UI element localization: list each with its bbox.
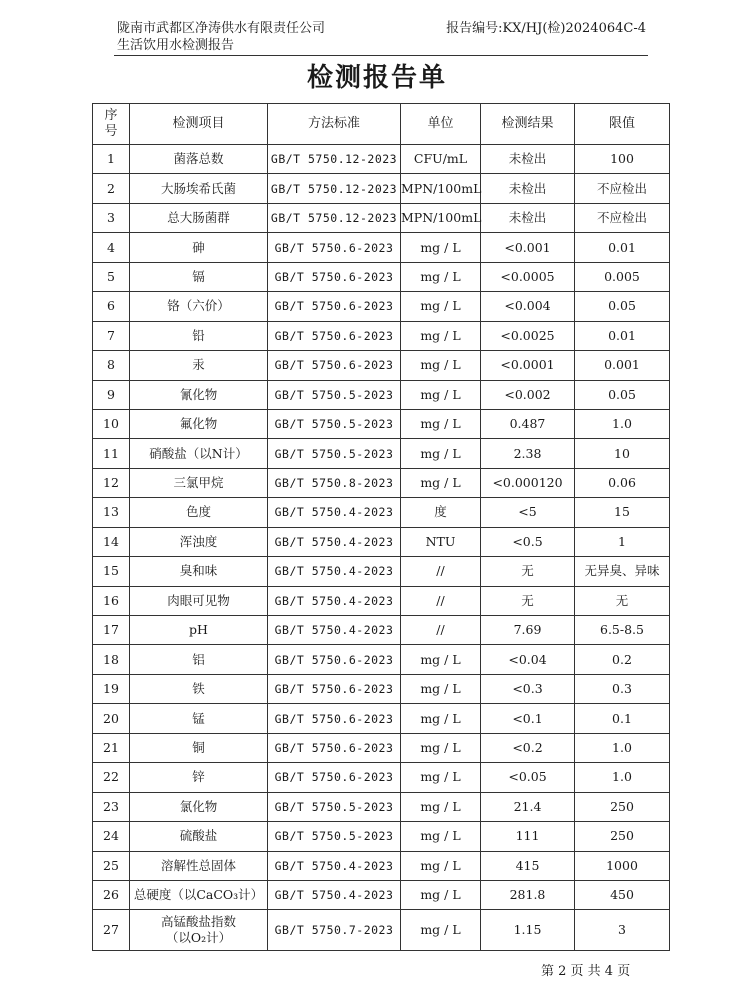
cell-result: <0.04 xyxy=(481,645,575,674)
cell-limit: 0.3 xyxy=(575,674,670,703)
cell-limit: 1.0 xyxy=(575,733,670,762)
table-row xyxy=(93,822,670,851)
cell-item: 菌落总数 xyxy=(130,145,268,174)
cell-unit: mg / L xyxy=(401,409,481,438)
cell-result: 无 xyxy=(481,557,575,586)
cell-method: GB/T 5750.4-2023 xyxy=(268,498,401,527)
cell-result: <0.0005 xyxy=(481,262,575,291)
cell-limit: 1.0 xyxy=(575,763,670,792)
cell-no: 21 xyxy=(93,733,130,762)
cell-no: 26 xyxy=(93,880,130,909)
cell-limit: 1000 xyxy=(575,851,670,880)
table-row xyxy=(93,733,670,762)
cell-unit: // xyxy=(401,557,481,586)
cell-method: GB/T 5750.4-2023 xyxy=(268,880,401,909)
cell-item: 汞 xyxy=(130,351,268,380)
cell-unit: mg / L xyxy=(401,851,481,880)
cell-no: 18 xyxy=(93,645,130,674)
cell-method: GB/T 5750.4-2023 xyxy=(268,557,401,586)
cell-item: 氟化物 xyxy=(130,409,268,438)
cell-item: 砷 xyxy=(130,233,268,262)
cell-no: 8 xyxy=(93,351,130,380)
cell-limit: 3 xyxy=(575,910,670,951)
cell-limit: 6.5-8.5 xyxy=(575,616,670,645)
header-seq-top: 序 xyxy=(104,108,118,123)
table-row xyxy=(93,880,670,909)
cell-result: 未检出 xyxy=(481,203,575,232)
cell-item: 硝酸盐（以N计） xyxy=(130,439,268,468)
table-row xyxy=(93,409,670,438)
cell-limit: 15 xyxy=(575,498,670,527)
cell-item: 大肠埃希氏菌 xyxy=(130,174,268,203)
cell-item: 三氯甲烷 xyxy=(130,468,268,497)
cell-item: 总硬度（以CaCO₃计） xyxy=(130,880,268,909)
cell-method: GB/T 5750.4-2023 xyxy=(268,851,401,880)
cell-item: 氰化物 xyxy=(130,380,268,409)
table-row xyxy=(93,910,670,951)
cell-limit: 0.001 xyxy=(575,351,670,380)
cell-item: 铝 xyxy=(130,645,268,674)
table-row xyxy=(93,233,670,262)
cell-unit: CFU/mL xyxy=(401,145,481,174)
table-row xyxy=(93,527,670,556)
cell-unit: mg / L xyxy=(401,880,481,909)
cell-no: 10 xyxy=(93,409,130,438)
cell-limit: 450 xyxy=(575,880,670,909)
cell-unit: MPN/100mL xyxy=(401,174,481,203)
cell-result: 未检出 xyxy=(481,145,575,174)
cell-limit: 不应检出 xyxy=(575,174,670,203)
cell-unit: mg / L xyxy=(401,704,481,733)
cell-unit: mg / L xyxy=(401,733,481,762)
cell-result: <0.2 xyxy=(481,733,575,762)
cell-result: 0.487 xyxy=(481,409,575,438)
table-row xyxy=(93,203,670,232)
cell-unit: mg / L xyxy=(401,380,481,409)
cell-method: GB/T 5750.5-2023 xyxy=(268,822,401,851)
cell-limit: 0.01 xyxy=(575,233,670,262)
cell-unit: 度 xyxy=(401,498,481,527)
cell-method: GB/T 5750.5-2023 xyxy=(268,439,401,468)
cell-result: <0.5 xyxy=(481,527,575,556)
cell-no: 7 xyxy=(93,321,130,350)
cell-result: 无 xyxy=(481,586,575,615)
table-row xyxy=(93,557,670,586)
cell-unit: mg / L xyxy=(401,351,481,380)
table-row xyxy=(93,498,670,527)
cell-unit: // xyxy=(401,616,481,645)
cell-unit: mg / L xyxy=(401,262,481,291)
report-type: 生活饮用水检测报告 xyxy=(117,38,235,53)
cell-no: 15 xyxy=(93,557,130,586)
cell-result: <0.004 xyxy=(481,292,575,321)
header-divider xyxy=(114,55,648,56)
cell-result: 111 xyxy=(481,822,575,851)
header-item: 检测项目 xyxy=(130,104,268,145)
table-row xyxy=(93,174,670,203)
cell-no: 3 xyxy=(93,203,130,232)
cell-method: GB/T 5750.8-2023 xyxy=(268,468,401,497)
cell-unit: mg / L xyxy=(401,439,481,468)
cell-result: 21.4 xyxy=(481,792,575,821)
cell-no: 24 xyxy=(93,822,130,851)
cell-unit: NTU xyxy=(401,527,481,556)
cell-unit: mg / L xyxy=(401,321,481,350)
cell-result: <0.000120 xyxy=(481,468,575,497)
cell-no: 12 xyxy=(93,468,130,497)
cell-method: GB/T 5750.6-2023 xyxy=(268,704,401,733)
cell-item-line1: 高锰酸盐指数 xyxy=(160,914,236,930)
table-row xyxy=(93,380,670,409)
page-title: 检测报告单 xyxy=(306,63,447,93)
table-row xyxy=(93,439,670,468)
cell-limit: 250 xyxy=(575,792,670,821)
cell-unit: // xyxy=(401,586,481,615)
cell-method: GB/T 5750.6-2023 xyxy=(268,262,401,291)
table-row xyxy=(93,586,670,615)
page-number: 第 2 页 共 4 页 xyxy=(541,964,631,979)
cell-result: <0.1 xyxy=(481,704,575,733)
cell-item: 浑浊度 xyxy=(130,527,268,556)
header-result: 检测结果 xyxy=(481,104,575,145)
cell-item: 色度 xyxy=(130,498,268,527)
cell-limit: 1 xyxy=(575,527,670,556)
cell-result: 2.38 xyxy=(481,439,575,468)
cell-result: <0.05 xyxy=(481,763,575,792)
table-row xyxy=(93,763,670,792)
cell-no: 9 xyxy=(93,380,130,409)
cell-method: GB/T 5750.6-2023 xyxy=(268,674,401,703)
cell-item: 氯化物 xyxy=(130,792,268,821)
cell-no: 23 xyxy=(93,792,130,821)
cell-unit: mg / L xyxy=(401,233,481,262)
header-limit: 限值 xyxy=(575,104,670,145)
cell-no: 4 xyxy=(93,233,130,262)
cell-unit: mg / L xyxy=(401,792,481,821)
table-row xyxy=(93,351,670,380)
cell-item: 总大肠菌群 xyxy=(130,203,268,232)
cell-item: 锰 xyxy=(130,704,268,733)
cell-unit: mg / L xyxy=(401,468,481,497)
cell-no: 14 xyxy=(93,527,130,556)
cell-limit: 0.06 xyxy=(575,468,670,497)
cell-result: <0.001 xyxy=(481,233,575,262)
table-row xyxy=(93,468,670,497)
cell-result: <0.0025 xyxy=(481,321,575,350)
cell-result: 281.8 xyxy=(481,880,575,909)
cell-method: GB/T 5750.6-2023 xyxy=(268,645,401,674)
cell-result: <0.3 xyxy=(481,674,575,703)
cell-item-line2: （以O₂计） xyxy=(165,930,232,946)
cell-result: 未检出 xyxy=(481,174,575,203)
report-number: 报告编号:KX/HJ(检)2024064C-4 xyxy=(446,21,646,36)
header-unit: 单位 xyxy=(401,104,481,145)
cell-method: GB/T 5750.6-2023 xyxy=(268,233,401,262)
cell-method: GB/T 5750.12-2023 xyxy=(268,203,401,232)
cell-method: GB/T 5750.12-2023 xyxy=(268,174,401,203)
cell-method: GB/T 5750.4-2023 xyxy=(268,616,401,645)
cell-limit: 10 xyxy=(575,439,670,468)
company-name: 陇南市武都区净涛供水有限责任公司 xyxy=(117,21,326,36)
cell-no: 13 xyxy=(93,498,130,527)
cell-result: <0.0001 xyxy=(481,351,575,380)
cell-method: GB/T 5750.6-2023 xyxy=(268,733,401,762)
cell-unit: mg / L xyxy=(401,292,481,321)
cell-limit: 0.2 xyxy=(575,645,670,674)
cell-item: 溶解性总固体 xyxy=(130,851,268,880)
cell-item: 锌 xyxy=(130,763,268,792)
cell-method: GB/T 5750.4-2023 xyxy=(268,527,401,556)
table-body xyxy=(93,145,670,951)
cell-item: 铅 xyxy=(130,321,268,350)
cell-result: <0.002 xyxy=(481,380,575,409)
table-row xyxy=(93,321,670,350)
cell-no: 17 xyxy=(93,616,130,645)
cell-method: GB/T 5750.5-2023 xyxy=(268,409,401,438)
cell-limit: 250 xyxy=(575,822,670,851)
cell-method: GB/T 5750.6-2023 xyxy=(268,321,401,350)
table-row xyxy=(93,704,670,733)
cell-method: GB/T 5750.7-2023 xyxy=(268,910,401,951)
cell-item: 铜 xyxy=(130,733,268,762)
cell-unit: mg / L xyxy=(401,645,481,674)
cell-limit: 无异臭、异味 xyxy=(575,557,670,586)
cell-no: 19 xyxy=(93,674,130,703)
cell-limit: 0.05 xyxy=(575,292,670,321)
cell-method: GB/T 5750.4-2023 xyxy=(268,586,401,615)
cell-unit: mg / L xyxy=(401,763,481,792)
cell-no: 5 xyxy=(93,262,130,291)
cell-item: 肉眼可见物 xyxy=(130,586,268,615)
cell-result: 415 xyxy=(481,851,575,880)
header-seq-bottom: 号 xyxy=(104,124,118,139)
cell-item: 臭和味 xyxy=(130,557,268,586)
cell-item xyxy=(130,910,268,951)
cell-no: 25 xyxy=(93,851,130,880)
table-row xyxy=(93,616,670,645)
cell-item: 铁 xyxy=(130,674,268,703)
cell-item: 铬（六价） xyxy=(130,292,268,321)
table-row xyxy=(93,674,670,703)
cell-limit: 1.0 xyxy=(575,409,670,438)
cell-unit: mg / L xyxy=(401,910,481,951)
cell-limit: 0.005 xyxy=(575,262,670,291)
cell-limit: 0.1 xyxy=(575,704,670,733)
cell-no: 20 xyxy=(93,704,130,733)
cell-result: 1.15 xyxy=(481,910,575,951)
cell-result: <5 xyxy=(481,498,575,527)
cell-method: GB/T 5750.5-2023 xyxy=(268,792,401,821)
table-row xyxy=(93,645,670,674)
cell-no: 2 xyxy=(93,174,130,203)
cell-no: 27 xyxy=(93,910,130,951)
cell-no: 1 xyxy=(93,145,130,174)
table-row xyxy=(93,851,670,880)
table-header-row xyxy=(93,104,670,145)
cell-unit: mg / L xyxy=(401,674,481,703)
cell-limit: 不应检出 xyxy=(575,203,670,232)
cell-limit: 无 xyxy=(575,586,670,615)
cell-item: pH xyxy=(130,616,268,645)
cell-method: GB/T 5750.6-2023 xyxy=(268,351,401,380)
results-table xyxy=(92,103,670,951)
cell-method: GB/T 5750.6-2023 xyxy=(268,292,401,321)
cell-no: 6 xyxy=(93,292,130,321)
table-row xyxy=(93,792,670,821)
cell-no: 11 xyxy=(93,439,130,468)
cell-unit: mg / L xyxy=(401,822,481,851)
cell-unit: MPN/100mL xyxy=(401,203,481,232)
cell-method: GB/T 5750.6-2023 xyxy=(268,763,401,792)
cell-method: GB/T 5750.5-2023 xyxy=(268,380,401,409)
cell-no: 16 xyxy=(93,586,130,615)
cell-item: 硫酸盐 xyxy=(130,822,268,851)
cell-limit: 0.01 xyxy=(575,321,670,350)
table-row xyxy=(93,292,670,321)
header-method: 方法标准 xyxy=(268,104,401,145)
cell-no: 22 xyxy=(93,763,130,792)
header-seq xyxy=(93,104,130,145)
cell-method: GB/T 5750.12-2023 xyxy=(268,145,401,174)
table-row xyxy=(93,262,670,291)
cell-item: 镉 xyxy=(130,262,268,291)
table-row xyxy=(93,145,670,174)
cell-result: 7.69 xyxy=(481,616,575,645)
cell-limit: 0.05 xyxy=(575,380,670,409)
cell-limit: 100 xyxy=(575,145,670,174)
